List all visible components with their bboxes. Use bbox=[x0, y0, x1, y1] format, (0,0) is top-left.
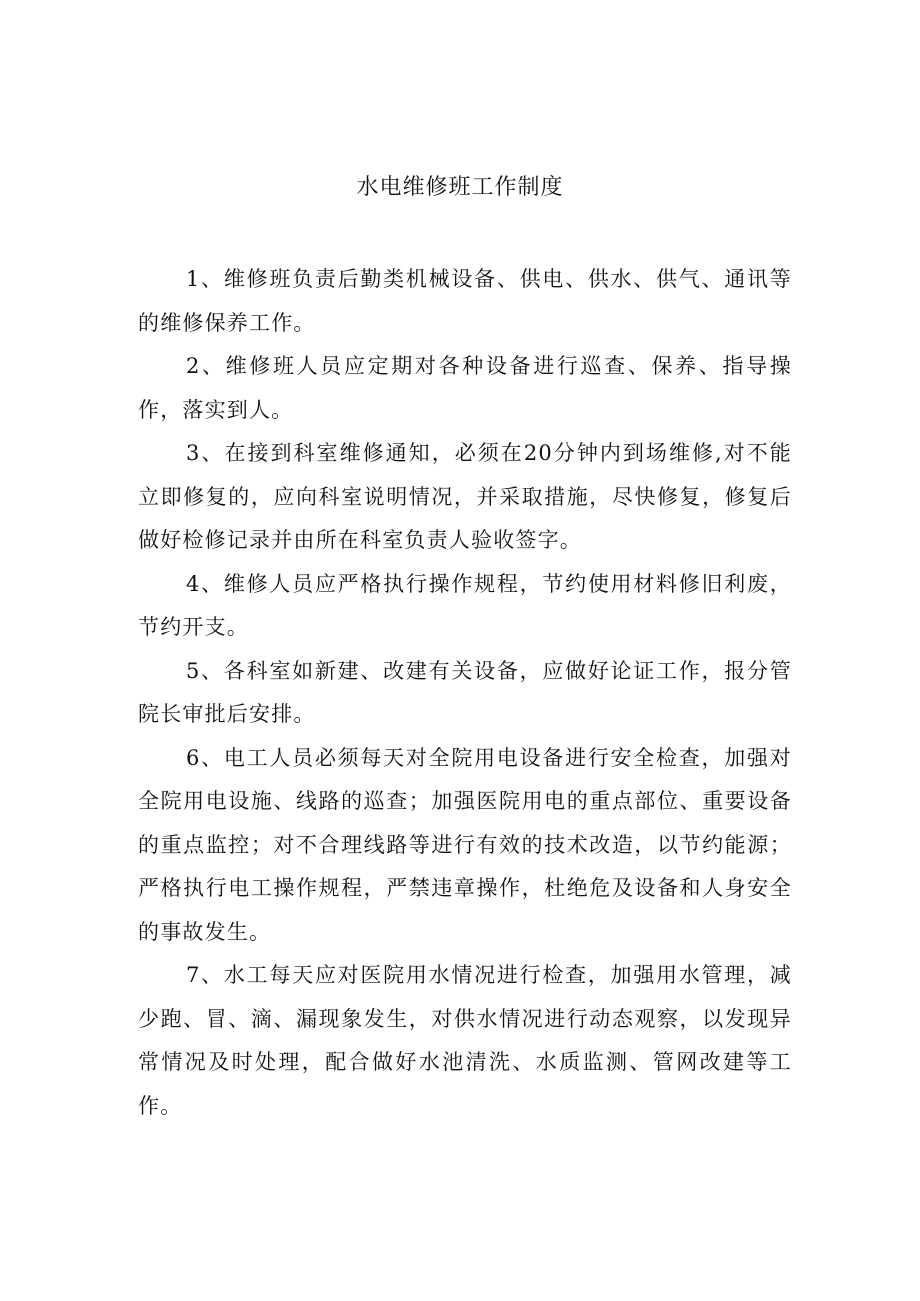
clause-3: 3、在接到科室维修通知，必须在20分钟内到场维修,对不能立即修复的，应向科室说明情况，并采取措施，尽快修复，修复后做好检修记录并由所在科室负责人验收签字。 bbox=[138, 441, 792, 552]
document-title: 水电维修班工作制度 bbox=[356, 175, 564, 200]
clause-2: 2、维修班人员应定期对各种设备进行巡查、保养、指导操作，落实到人。 bbox=[138, 354, 792, 422]
clause-4: 4、维修人员应严格执行操作规程，节约使用材料修旧利废，节约开支。 bbox=[138, 571, 792, 639]
clause-1: 1、维修班负责后勤类机械设备、供电、供水、供气、通讯等的维修保养工作。 bbox=[138, 267, 792, 335]
clause-list bbox=[138, 258, 792, 1128]
clause-7: 7、水工每天应对医院用水情况进行检查，加强用水管理，减少跑、冒、滴、漏现象发生，对供水情况进行动态观察，以发现异常情况及时处理，配合做好水池清洗、水质监测、管网改建等工作。 bbox=[138, 963, 792, 1118]
clause-5: 5、各科室如新建、改建有关设备，应做好论证工作，报分管院长审批后安排。 bbox=[138, 658, 792, 726]
clause-6: 6、电工人员必须每天对全院用电设备进行安全检查，加强对全院用电设施、线路的巡查；加强医院用电的重点部位、重要设备的重点监控；对不合理线路等进行有效的技术改造，以节约能源；严格执行电工操作规程，严禁违章操作，杜绝危及设备和人身安全的事故发生。 bbox=[138, 745, 792, 944]
